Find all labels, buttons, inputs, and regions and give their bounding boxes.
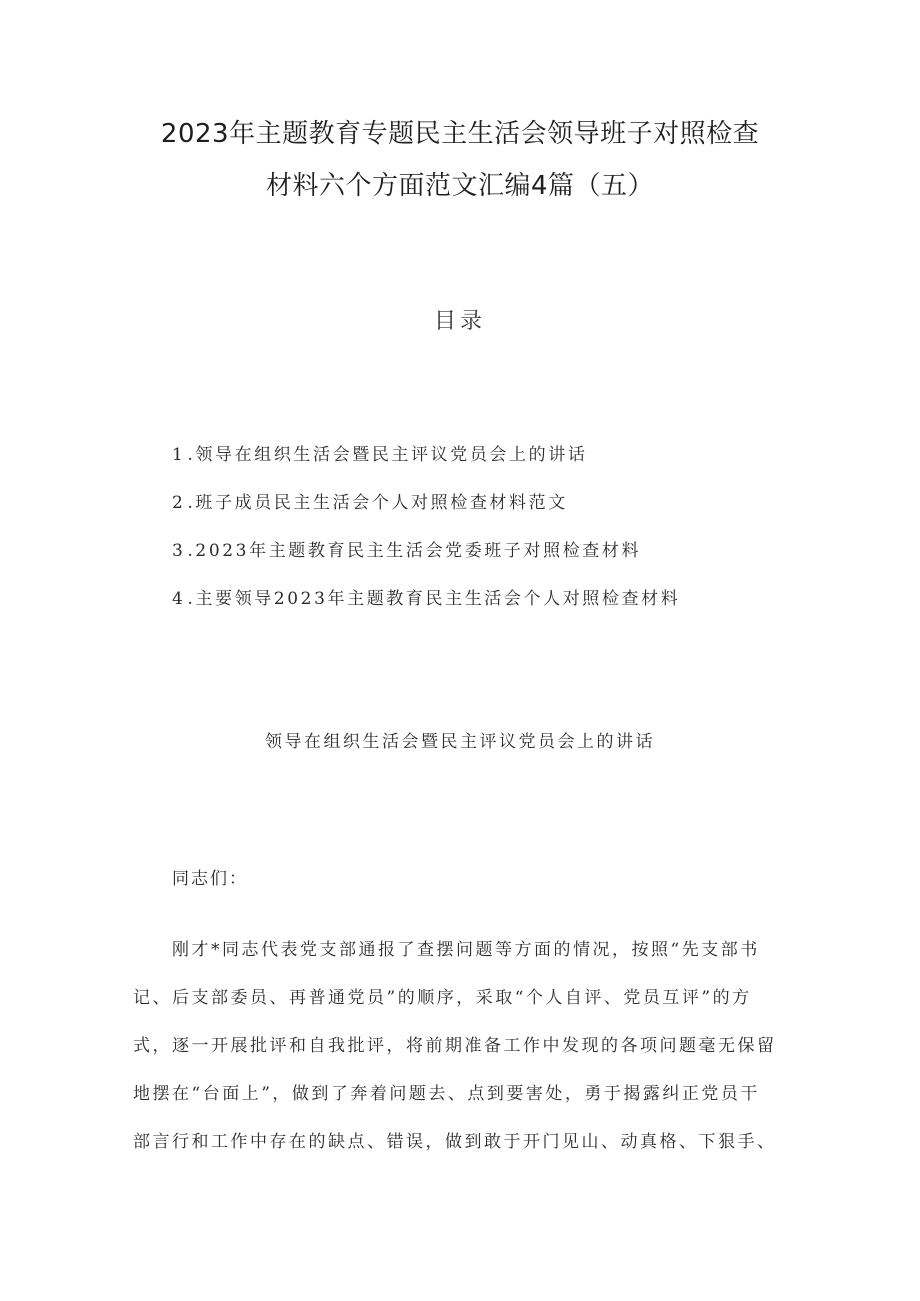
toc-item-number: 2	[172, 493, 186, 513]
toc-item	[172, 536, 680, 584]
toc-item	[172, 440, 680, 488]
paragraph-line: 地摆在“台面上”，做到了奔着问题去、点到要害处，勇于揭露纠正党员干	[133, 1084, 760, 1104]
table-of-contents	[172, 440, 680, 632]
document-title-line-2: 材料六个方面范文汇编4篇（五）	[265, 171, 655, 201]
toc-item-label: .班子成员民主生活会个人对照检查材料范文	[187, 493, 568, 513]
paragraph-line: 部言行和工作中存在的缺点、错误，做到敢于开门见山、动真格、下狠手、	[133, 1132, 777, 1152]
toc-item	[172, 584, 680, 632]
paragraph-line: 刚才*同志代表党支部通报了查摆问题等方面的情况，按照“先支部书	[172, 940, 760, 960]
salutation: 同志们：	[172, 869, 248, 889]
toc-item-label: .2023年主题教育民主生活会党委班子对照检查材料	[187, 541, 642, 561]
toc-item-label: .领导在组织生活会暨民主评议党员会上的讲话	[187, 445, 588, 465]
toc-item	[172, 488, 680, 536]
document-title-line-1: 2023年主题教育专题民主生活会领导班子对照检查	[160, 119, 760, 149]
toc-item-label: .主要领导2023年主题教育民主生活会个人对照检查材料	[187, 589, 681, 609]
toc-item-number: 4	[172, 589, 186, 609]
paragraph-line: 记、后支部委员、再普通党员”的顺序，采取“个人自评、党员互评”的方	[133, 988, 752, 1008]
toc-item-number: 3	[172, 541, 186, 561]
toc-heading: 目录	[433, 309, 486, 334]
section-title: 领导在组织生活会暨民主评议党员会上的讲话	[265, 732, 655, 752]
paragraph-line: 式，逐一开展批评和自我批评，将前期准备工作中发现的各项问题毫无保留	[133, 1036, 777, 1056]
toc-item-number: 1	[172, 445, 186, 465]
